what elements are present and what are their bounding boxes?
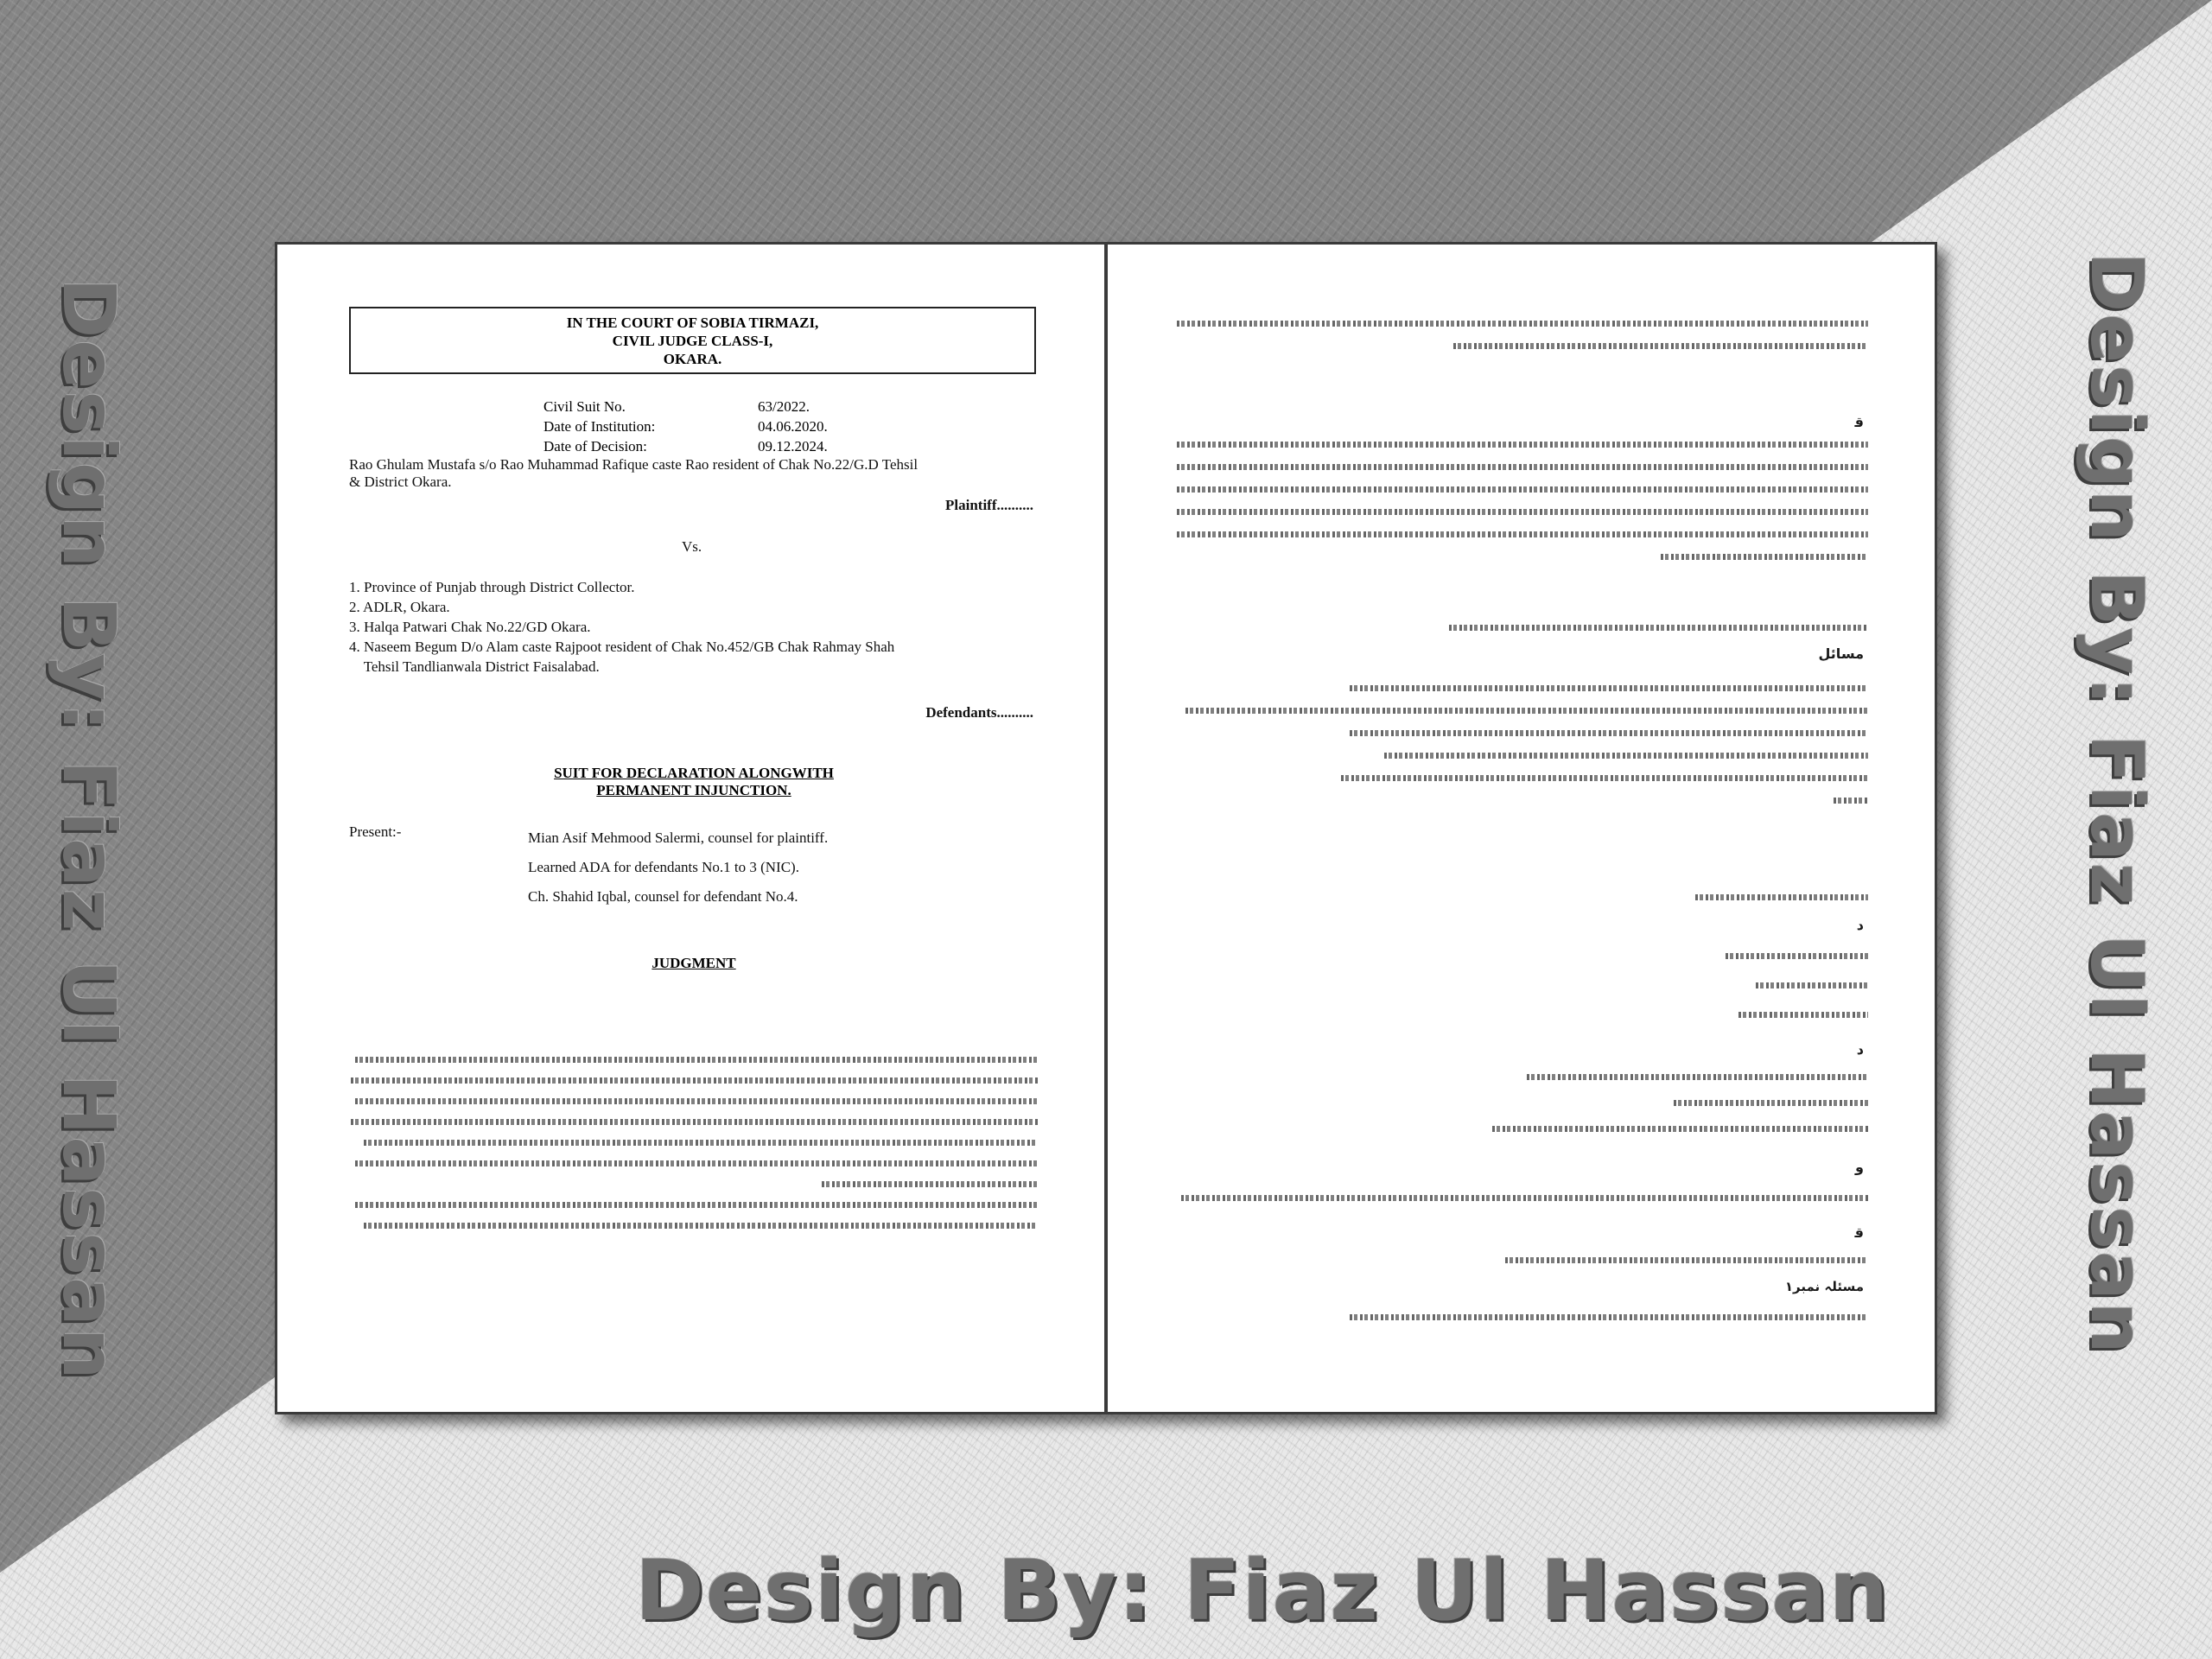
defendants-list bbox=[349, 577, 894, 677]
section-marker: ﻗ bbox=[1854, 1224, 1864, 1241]
court-header-box bbox=[349, 307, 1036, 374]
exhibit-list bbox=[1177, 1074, 1868, 1132]
versus-label: Vs. bbox=[682, 538, 702, 555]
section-marker: ﺩ bbox=[1856, 1041, 1864, 1058]
meta-label: Civil Suit No. bbox=[543, 398, 626, 415]
urdu-paragraph-2 bbox=[1177, 442, 1868, 560]
urdu-text-line bbox=[1177, 531, 1868, 537]
suit-title bbox=[519, 765, 868, 799]
court-line: IN THE COURT OF SOBIA TIRMAZI, bbox=[566, 315, 819, 331]
issues-list bbox=[1177, 685, 1868, 804]
watermark-bottom: Design By: Fiaz Ul Hassan bbox=[635, 1542, 1891, 1639]
judgment-urdu-body bbox=[346, 1048, 1038, 1229]
left-page bbox=[275, 242, 1107, 1414]
meta-value: 63/2022. bbox=[758, 398, 810, 415]
final-issue-heading: مسئلہ نمبر۱ bbox=[1784, 1279, 1864, 1294]
section-marker: ﻗ bbox=[1854, 414, 1864, 430]
present-item: Learned ADA for defendants No.1 to 3 (NIC). bbox=[528, 859, 799, 875]
defendant-item: 4. Naseem Begum D/o Alam caste Rajpoot resident of Chak No.452/GB Chak Rahmay Shah bbox=[349, 639, 895, 655]
urdu-text-line bbox=[355, 1057, 1038, 1063]
right-page bbox=[1105, 242, 1937, 1414]
urdu-text-line bbox=[1177, 509, 1868, 515]
issue-item bbox=[1185, 708, 1868, 714]
urdu-text-line bbox=[355, 1098, 1038, 1104]
urdu-text-line bbox=[1181, 1195, 1868, 1201]
urdu-text-line bbox=[1453, 343, 1868, 349]
issue-item bbox=[1350, 685, 1868, 691]
court-line: OKARA. bbox=[663, 351, 722, 367]
urdu-text-line bbox=[1177, 486, 1868, 493]
defendant-item: Tehsil Tandlianwala District Faisalabad. bbox=[349, 658, 600, 675]
witness-item bbox=[1738, 1012, 1868, 1018]
urdu-text-line bbox=[1350, 1314, 1868, 1320]
urdu-text-line bbox=[355, 1202, 1038, 1208]
watermark-right: Design By: Fiaz Ul Hassan bbox=[2075, 251, 2159, 1356]
urdu-text-line bbox=[1505, 1257, 1868, 1263]
defendant-item: 1. Province of Punjab through District Collector. bbox=[349, 579, 635, 595]
urdu-text-line bbox=[1695, 894, 1868, 900]
urdu-paragraph-7 bbox=[1177, 1314, 1868, 1320]
urdu-paragraph-1 bbox=[1177, 321, 1868, 349]
defendants-label: Defendants.......... bbox=[925, 704, 1033, 721]
meta-value: 09.12.2024. bbox=[758, 438, 828, 454]
urdu-text-line bbox=[1661, 554, 1868, 560]
plaintiff-line: Rao Ghulam Mustafa s/o Rao Muhammad Rafique caste Rao resident of Chak No.22/G.D Tehsil bbox=[349, 456, 918, 473]
section-marker: ﻭ bbox=[1855, 1159, 1864, 1175]
suit-title-line: SUIT FOR DECLARATION ALONGWITH bbox=[554, 765, 834, 781]
issue-item bbox=[1350, 730, 1868, 736]
present-list bbox=[528, 823, 828, 912]
defendant-item: 2. ADLR, Okara. bbox=[349, 599, 450, 615]
urdu-text-line bbox=[1449, 625, 1868, 631]
suit-title-line: PERMANENT INJUNCTION. bbox=[596, 782, 791, 798]
section-marker: ﺩ bbox=[1856, 917, 1864, 933]
urdu-text-line bbox=[822, 1181, 1038, 1187]
urdu-text-line bbox=[355, 1160, 1038, 1166]
witness-item bbox=[1726, 953, 1868, 959]
urdu-text-line bbox=[1177, 442, 1868, 448]
urdu-paragraph-6 bbox=[1177, 1257, 1868, 1263]
exhibit-item bbox=[1527, 1074, 1868, 1080]
urdu-paragraph-4 bbox=[1177, 894, 1868, 900]
present-item: Mian Asif Mehmood Salermi, counsel for plaintiff. bbox=[528, 830, 829, 846]
defendant-item: 3. Halqa Patwari Chak No.22/GD Okara. bbox=[349, 619, 591, 635]
issues-heading: مسائل bbox=[1818, 645, 1864, 662]
judgment-title: JUDGMENT bbox=[652, 955, 736, 971]
witness-list bbox=[1177, 953, 1868, 1018]
urdu-text-line bbox=[364, 1223, 1038, 1229]
urdu-text-line bbox=[364, 1140, 1038, 1146]
plaintiff-description bbox=[349, 456, 1040, 491]
present-label: Present:- bbox=[349, 823, 402, 840]
plaintiff-line: & District Okara. bbox=[349, 474, 452, 490]
issue-item bbox=[1341, 775, 1868, 781]
urdu-text-line bbox=[351, 1119, 1038, 1125]
plaintiff-label: Plaintiff.......... bbox=[945, 497, 1033, 513]
document-spread bbox=[275, 242, 1937, 1414]
meta-label: Date of Decision: bbox=[543, 438, 647, 454]
issue-item bbox=[1384, 753, 1868, 759]
meta-label: Date of Institution: bbox=[543, 418, 656, 435]
urdu-paragraph-5 bbox=[1177, 1195, 1868, 1201]
issue-item bbox=[1834, 798, 1868, 804]
exhibit-item bbox=[1492, 1126, 1868, 1132]
witness-item bbox=[1756, 982, 1868, 988]
meta-value: 04.06.2020. bbox=[758, 418, 828, 435]
urdu-text-line bbox=[1177, 464, 1868, 470]
present-item: Ch. Shahid Iqbal, counsel for defendant No.4. bbox=[528, 888, 798, 905]
urdu-paragraph-3 bbox=[1177, 625, 1868, 631]
watermark-left: Design By: Fiaz Ul Hassan bbox=[47, 277, 131, 1382]
urdu-text-line bbox=[351, 1077, 1038, 1084]
exhibit-item bbox=[1674, 1100, 1868, 1106]
urdu-text-line bbox=[1177, 321, 1868, 327]
court-line: CIVIL JUDGE CLASS-I, bbox=[612, 333, 773, 349]
